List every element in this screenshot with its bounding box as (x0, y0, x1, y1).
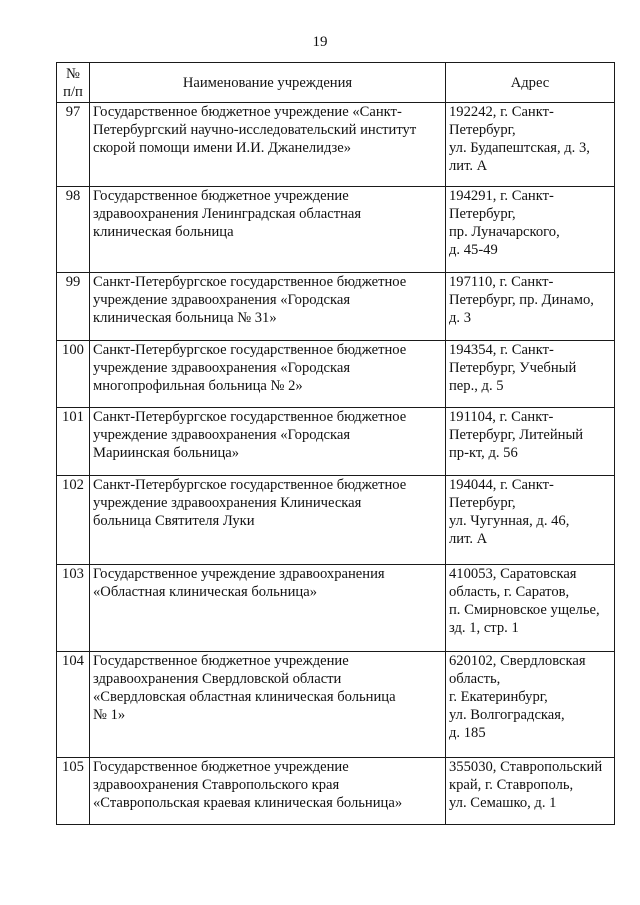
table-row (57, 652, 615, 758)
institution-address: 410053, Саратовская область, г. Саратов, п. Смирновское ущелье, зд. 1, стр. 1 (446, 565, 615, 652)
institution-address: 194354, г. Санкт- Петербург, Учебный пер., д. 5 (446, 341, 615, 408)
institution-name: Санкт-Петербургское государственное бюджетное учреждение здравоохранения Клиническая больница Святителя Луки (90, 476, 446, 565)
table-row (57, 408, 615, 476)
table-row (57, 758, 615, 825)
table-row (57, 341, 615, 408)
page-number: 19 (312, 34, 328, 50)
institution-name: Государственное учреждение здравоохранения «Областная клиническая больница» (90, 565, 446, 652)
institution-address: 355030, Ставропольский край, г. Ставрополь, ул. Семашко, д. 1 (446, 758, 615, 825)
row-number: 98 (57, 187, 90, 273)
row-number: 104 (57, 652, 90, 758)
institutions-table (56, 62, 615, 825)
institution-address: 191104, г. Санкт- Петербург, Литейный пр-кт, д. 56 (446, 408, 615, 476)
institution-name: Санкт-Петербургское государственное бюджетное учреждение здравоохранения «Городская Мариинская больница» (90, 408, 446, 476)
table-row (57, 565, 615, 652)
table-row (57, 187, 615, 273)
table-header-row (57, 63, 615, 103)
institution-name: Государственное бюджетное учреждение «Санкт- Петербургский научно-исследовательский институт скорой помощи имени И.И. Джанелидзе» (90, 103, 446, 187)
institution-name: Государственное бюджетное учреждение здравоохранения Ленинградская областная клиническая больница (90, 187, 446, 273)
row-number: 100 (57, 341, 90, 408)
header-number-label: № п/п (63, 65, 83, 100)
table-row (57, 476, 615, 565)
row-number: 101 (57, 408, 90, 476)
institution-address: 197110, г. Санкт- Петербург, пр. Динамо, д. 3 (446, 273, 615, 341)
institution-name: Государственное бюджетное учреждение здравоохранения Ставропольского края «Ставропольская краевая клиническая больница» (90, 758, 446, 825)
institution-name: Санкт-Петербургское государственное бюджетное учреждение здравоохранения «Городская многопрофильная больница № 2» (90, 341, 446, 408)
table-row (57, 103, 615, 187)
header-number (57, 63, 90, 103)
row-number: 102 (57, 476, 90, 565)
institution-address: 620102, Свердловская область, г. Екатеринбург, ул. Волгоградская, д. 185 (446, 652, 615, 758)
institution-name: Государственное бюджетное учреждение здравоохранения Свердловской области «Свердловская областная клиническая больница № 1» (90, 652, 446, 758)
row-number: 105 (57, 758, 90, 825)
row-number: 103 (57, 565, 90, 652)
header-address: Адрес (446, 63, 615, 103)
table-row (57, 273, 615, 341)
institution-address: 192242, г. Санкт- Петербург, ул. Будапештская, д. 3, лит. А (446, 103, 615, 187)
header-name: Наименование учреждения (90, 63, 446, 103)
institution-name: Санкт-Петербургское государственное бюджетное учреждение здравоохранения «Городская клиническая больница № 31» (90, 273, 446, 341)
row-number: 97 (57, 103, 90, 187)
institution-address: 194044, г. Санкт- Петербург, ул. Чугунная, д. 46, лит. А (446, 476, 615, 565)
institution-address: 194291, г. Санкт- Петербург, пр. Луначарского, д. 45-49 (446, 187, 615, 273)
row-number: 99 (57, 273, 90, 341)
